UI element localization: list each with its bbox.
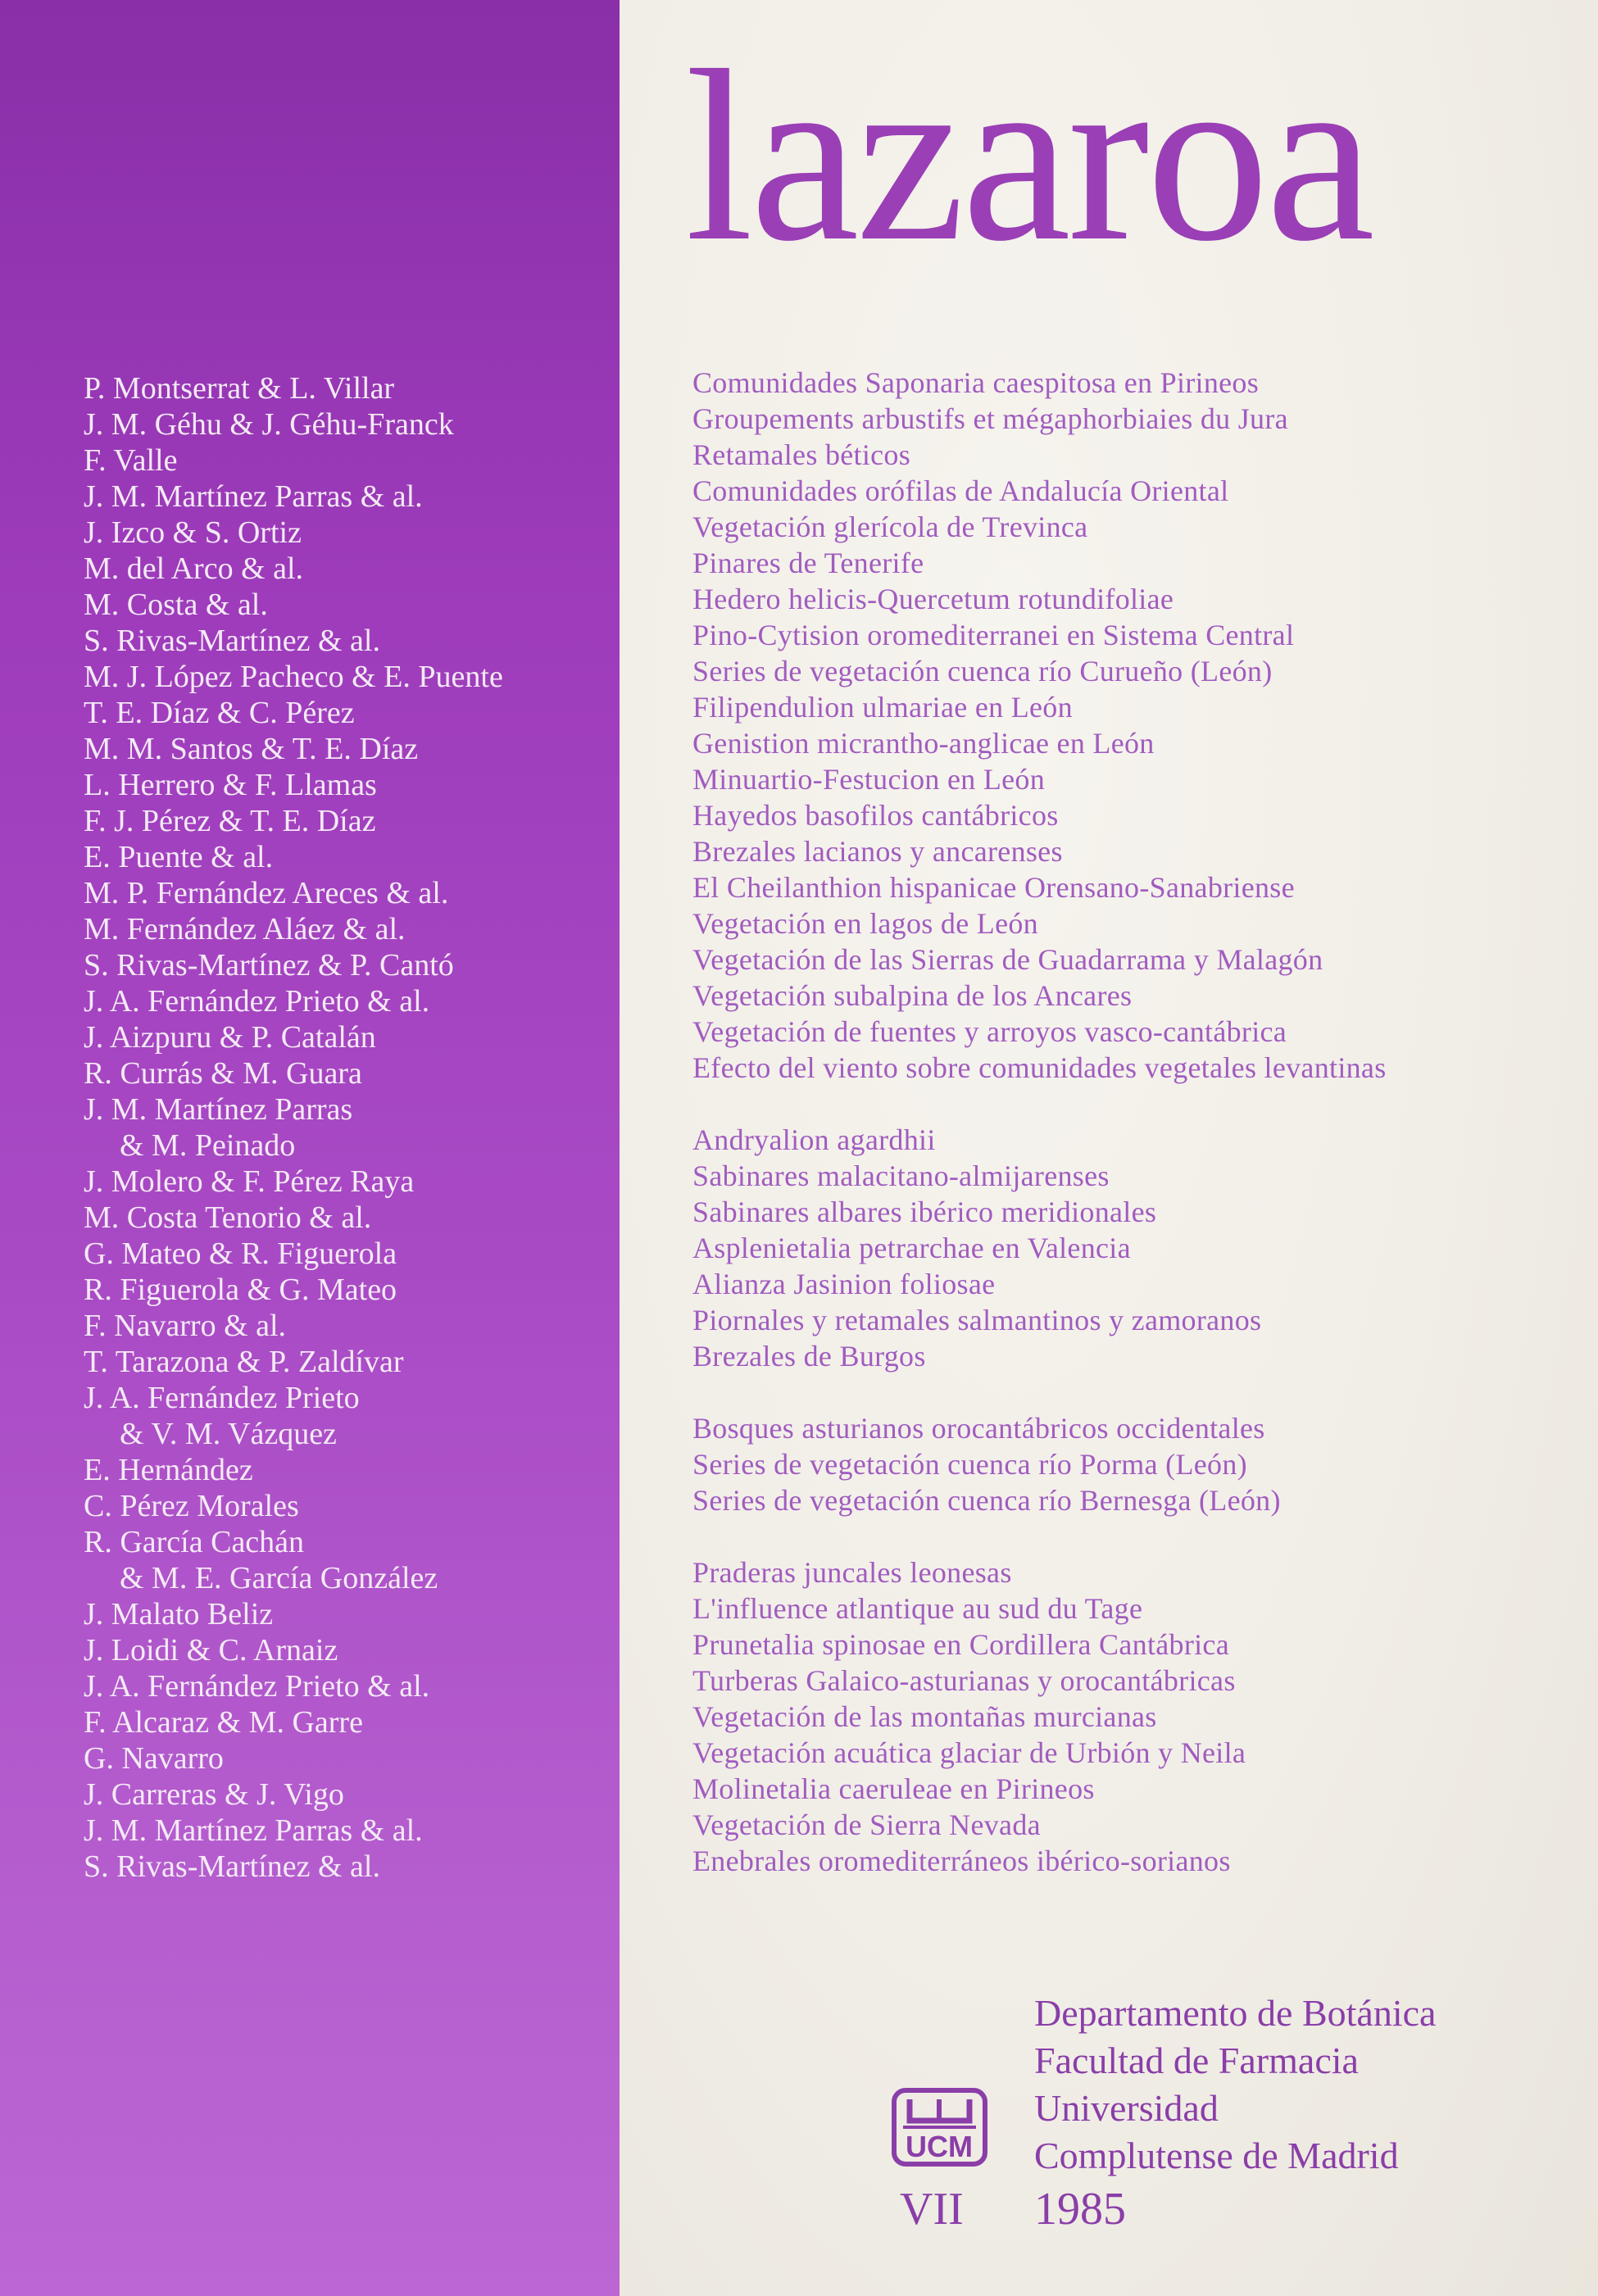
author-entry: E. Hernández bbox=[84, 1453, 253, 1487]
article-title: Vegetación de fuentes y arroyos vasco-cantábrica bbox=[692, 1015, 1287, 1048]
author-entry: & M. Peinado bbox=[120, 1128, 296, 1163]
article-title: L'influence atlantique au sud du Tage bbox=[692, 1592, 1143, 1625]
article-title: Retamales béticos bbox=[692, 438, 911, 471]
author-entry: J. Molero & F. Pérez Raya bbox=[84, 1164, 415, 1199]
article-title: Pinares de Tenerife bbox=[692, 547, 924, 579]
article-group bbox=[692, 1122, 1594, 1374]
author-entry: M. del Arco & al. bbox=[84, 551, 304, 586]
article-title: Series de vegetación cuenca río Bernesga (León) bbox=[692, 1484, 1281, 1517]
article-title: Vegetación glerícola de Trevinca bbox=[692, 510, 1088, 543]
author-list bbox=[84, 370, 608, 1885]
article-title: Vegetación en lagos de León bbox=[692, 907, 1038, 940]
author-entry: G. Mateo & R. Figuerola bbox=[84, 1236, 397, 1271]
author-entry: & V. M. Vázquez bbox=[120, 1417, 337, 1451]
article-title: Sabinares malacitano-almijarenses bbox=[692, 1159, 1110, 1192]
article-title: Comunidades orófilas de Andalucía Oriental bbox=[692, 474, 1229, 507]
author-entry: T. Tarazona & P. Zaldívar bbox=[84, 1345, 404, 1379]
author-entry: L. Herrero & F. Llamas bbox=[84, 768, 377, 802]
author-entry: J. Izco & S. Ortiz bbox=[84, 515, 302, 550]
journal-title: lazaroa bbox=[685, 20, 1372, 292]
article-title: Turberas Galaico-asturianas y orocantábricas bbox=[692, 1664, 1236, 1697]
author-entry: T. E. Díaz & C. Pérez bbox=[84, 696, 355, 730]
article-title: Molinetalia caeruleae en Pirineos bbox=[692, 1772, 1095, 1805]
publisher-department: Departamento de Botánica bbox=[1034, 1992, 1437, 2034]
author-entry: J. A. Fernández Prieto & al. bbox=[84, 984, 430, 1019]
article-title: Sabinares albares ibérico meridionales bbox=[692, 1196, 1157, 1228]
author-entry: S. Rivas-Martínez & al. bbox=[84, 1849, 380, 1884]
author-entry: R. García Cachán bbox=[84, 1525, 305, 1559]
article-title: Filipendulion ulmariae en León bbox=[692, 691, 1073, 724]
article-title: Pino-Cytision oromediterranei en Sistema Central bbox=[692, 619, 1295, 651]
author-entry: J. Carreras & J. Vigo bbox=[84, 1777, 344, 1812]
article-title: El Cheilanthion hispanicae Orensano-Sanabriense bbox=[692, 871, 1295, 904]
author-entry: M. Costa & al. bbox=[84, 588, 268, 622]
publisher-block bbox=[1034, 1990, 1436, 2180]
author-entry: J. A. Fernández Prieto & al. bbox=[84, 1669, 430, 1704]
author-entry: F. Navarro & al. bbox=[84, 1309, 287, 1343]
author-entry: M. Costa Tenorio & al. bbox=[84, 1200, 372, 1235]
article-title: Series de vegetación cuenca río Porma (León) bbox=[692, 1448, 1247, 1481]
author-entry: J. Aizpuru & P. Catalán bbox=[84, 1020, 376, 1055]
author-entry: F. J. Pérez & T. E. Díaz bbox=[84, 804, 376, 838]
article-title: Hedero helicis-Quercetum rotundifoliae bbox=[692, 583, 1174, 615]
article-title: Series de vegetación cuenca río Curueño (León) bbox=[692, 655, 1273, 687]
article-title: Alianza Jasinion foliosae bbox=[692, 1268, 996, 1300]
article-title: Minuartio-Festucion en León bbox=[692, 763, 1046, 796]
author-entry: R. Figuerola & G. Mateo bbox=[84, 1273, 397, 1307]
article-title: Vegetación acuática glaciar de Urbión y Neila bbox=[692, 1736, 1246, 1769]
article-title: Hayedos basofilos cantábricos bbox=[692, 799, 1059, 832]
article-group bbox=[692, 365, 1594, 1086]
author-entry: E. Puente & al. bbox=[84, 840, 274, 874]
publisher-university: Universidad bbox=[1034, 2087, 1219, 2129]
publisher-faculty: Facultad de Farmacia bbox=[1034, 2040, 1359, 2081]
publication-year: 1985 bbox=[1034, 2184, 1126, 2235]
author-entry: F. Alcaraz & M. Garre bbox=[84, 1705, 363, 1740]
article-title: Vegetación subalpina de los Ancares bbox=[692, 979, 1133, 1012]
publisher-university-name: Complutense de Madrid bbox=[1034, 2135, 1399, 2176]
author-entry: C. Pérez Morales bbox=[84, 1489, 299, 1523]
article-title: Vegetación de las montañas murcianas bbox=[692, 1700, 1157, 1733]
article-group bbox=[692, 1554, 1594, 1879]
author-entry: M. Fernández Aláez & al. bbox=[84, 912, 406, 946]
author-entry: M. M. Santos & T. E. Díaz bbox=[84, 732, 419, 766]
article-title: Enebrales oromediterráneos ibérico-sorianos bbox=[692, 1845, 1231, 1877]
author-entry: J. M. Martínez Parras bbox=[84, 1092, 353, 1127]
author-entry: J. M. Martínez Parras & al. bbox=[84, 479, 423, 514]
article-title: Genistion micrantho-anglicae en León bbox=[692, 727, 1155, 760]
author-entry: J. M. Martínez Parras & al. bbox=[84, 1813, 423, 1848]
article-title: Andryalion agardhii bbox=[692, 1123, 936, 1156]
author-entry: J. Loidi & C. Arnaiz bbox=[84, 1633, 338, 1668]
volume-number: VII bbox=[900, 2184, 964, 2235]
article-title: Bosques asturianos orocantábricos occidentales bbox=[692, 1412, 1265, 1445]
article-title: Vegetación de Sierra Nevada bbox=[692, 1808, 1041, 1841]
article-title: Groupements arbustifs et mégaphorbiaies du Jura bbox=[692, 402, 1288, 435]
author-entry: G. Navarro bbox=[84, 1741, 224, 1776]
author-entry: M. P. Fernández Areces & al. bbox=[84, 876, 449, 910]
logo-text: UCM bbox=[906, 2130, 973, 2163]
article-title: Brezales de Burgos bbox=[692, 1340, 926, 1373]
article-title: Praderas juncales leonesas bbox=[692, 1556, 1012, 1589]
article-title: Brezales lacianos y ancarenses bbox=[692, 835, 1063, 868]
article-title: Prunetalia spinosae en Cordillera Cantábrica bbox=[692, 1628, 1229, 1661]
author-entry: J. A. Fernández Prieto bbox=[84, 1381, 360, 1415]
ucm-logo-icon bbox=[892, 2088, 987, 2167]
article-title: Piornales y retamales salmantinos y zamoranos bbox=[692, 1304, 1262, 1336]
author-entry: P. Montserrat & L. Villar bbox=[84, 371, 395, 406]
article-title: Comunidades Saponaria caespitosa en Pirineos bbox=[692, 366, 1260, 399]
article-group bbox=[692, 1410, 1594, 1518]
author-entry: M. J. López Pacheco & E. Puente bbox=[84, 660, 503, 694]
article-list bbox=[692, 365, 1594, 1915]
article-title: Asplenietalia petrarchae en Valencia bbox=[692, 1232, 1131, 1264]
article-title: Vegetación de las Sierras de Guadarrama y Malagón bbox=[692, 943, 1323, 976]
author-entry: & M. E. García González bbox=[120, 1561, 438, 1595]
author-entry: R. Currás & M. Guara bbox=[84, 1056, 362, 1091]
author-entry: J. M. Géhu & J. Géhu-Franck bbox=[84, 407, 454, 442]
author-entry: J. Malato Beliz bbox=[84, 1597, 274, 1631]
left-purple-panel bbox=[0, 0, 620, 2296]
author-entry: F. Valle bbox=[84, 443, 178, 478]
article-title: Efecto del viento sobre comunidades vegetales levantinas bbox=[692, 1051, 1387, 1084]
author-entry: S. Rivas-Martínez & P. Cantó bbox=[84, 948, 454, 982]
author-entry: S. Rivas-Martínez & al. bbox=[84, 624, 380, 658]
